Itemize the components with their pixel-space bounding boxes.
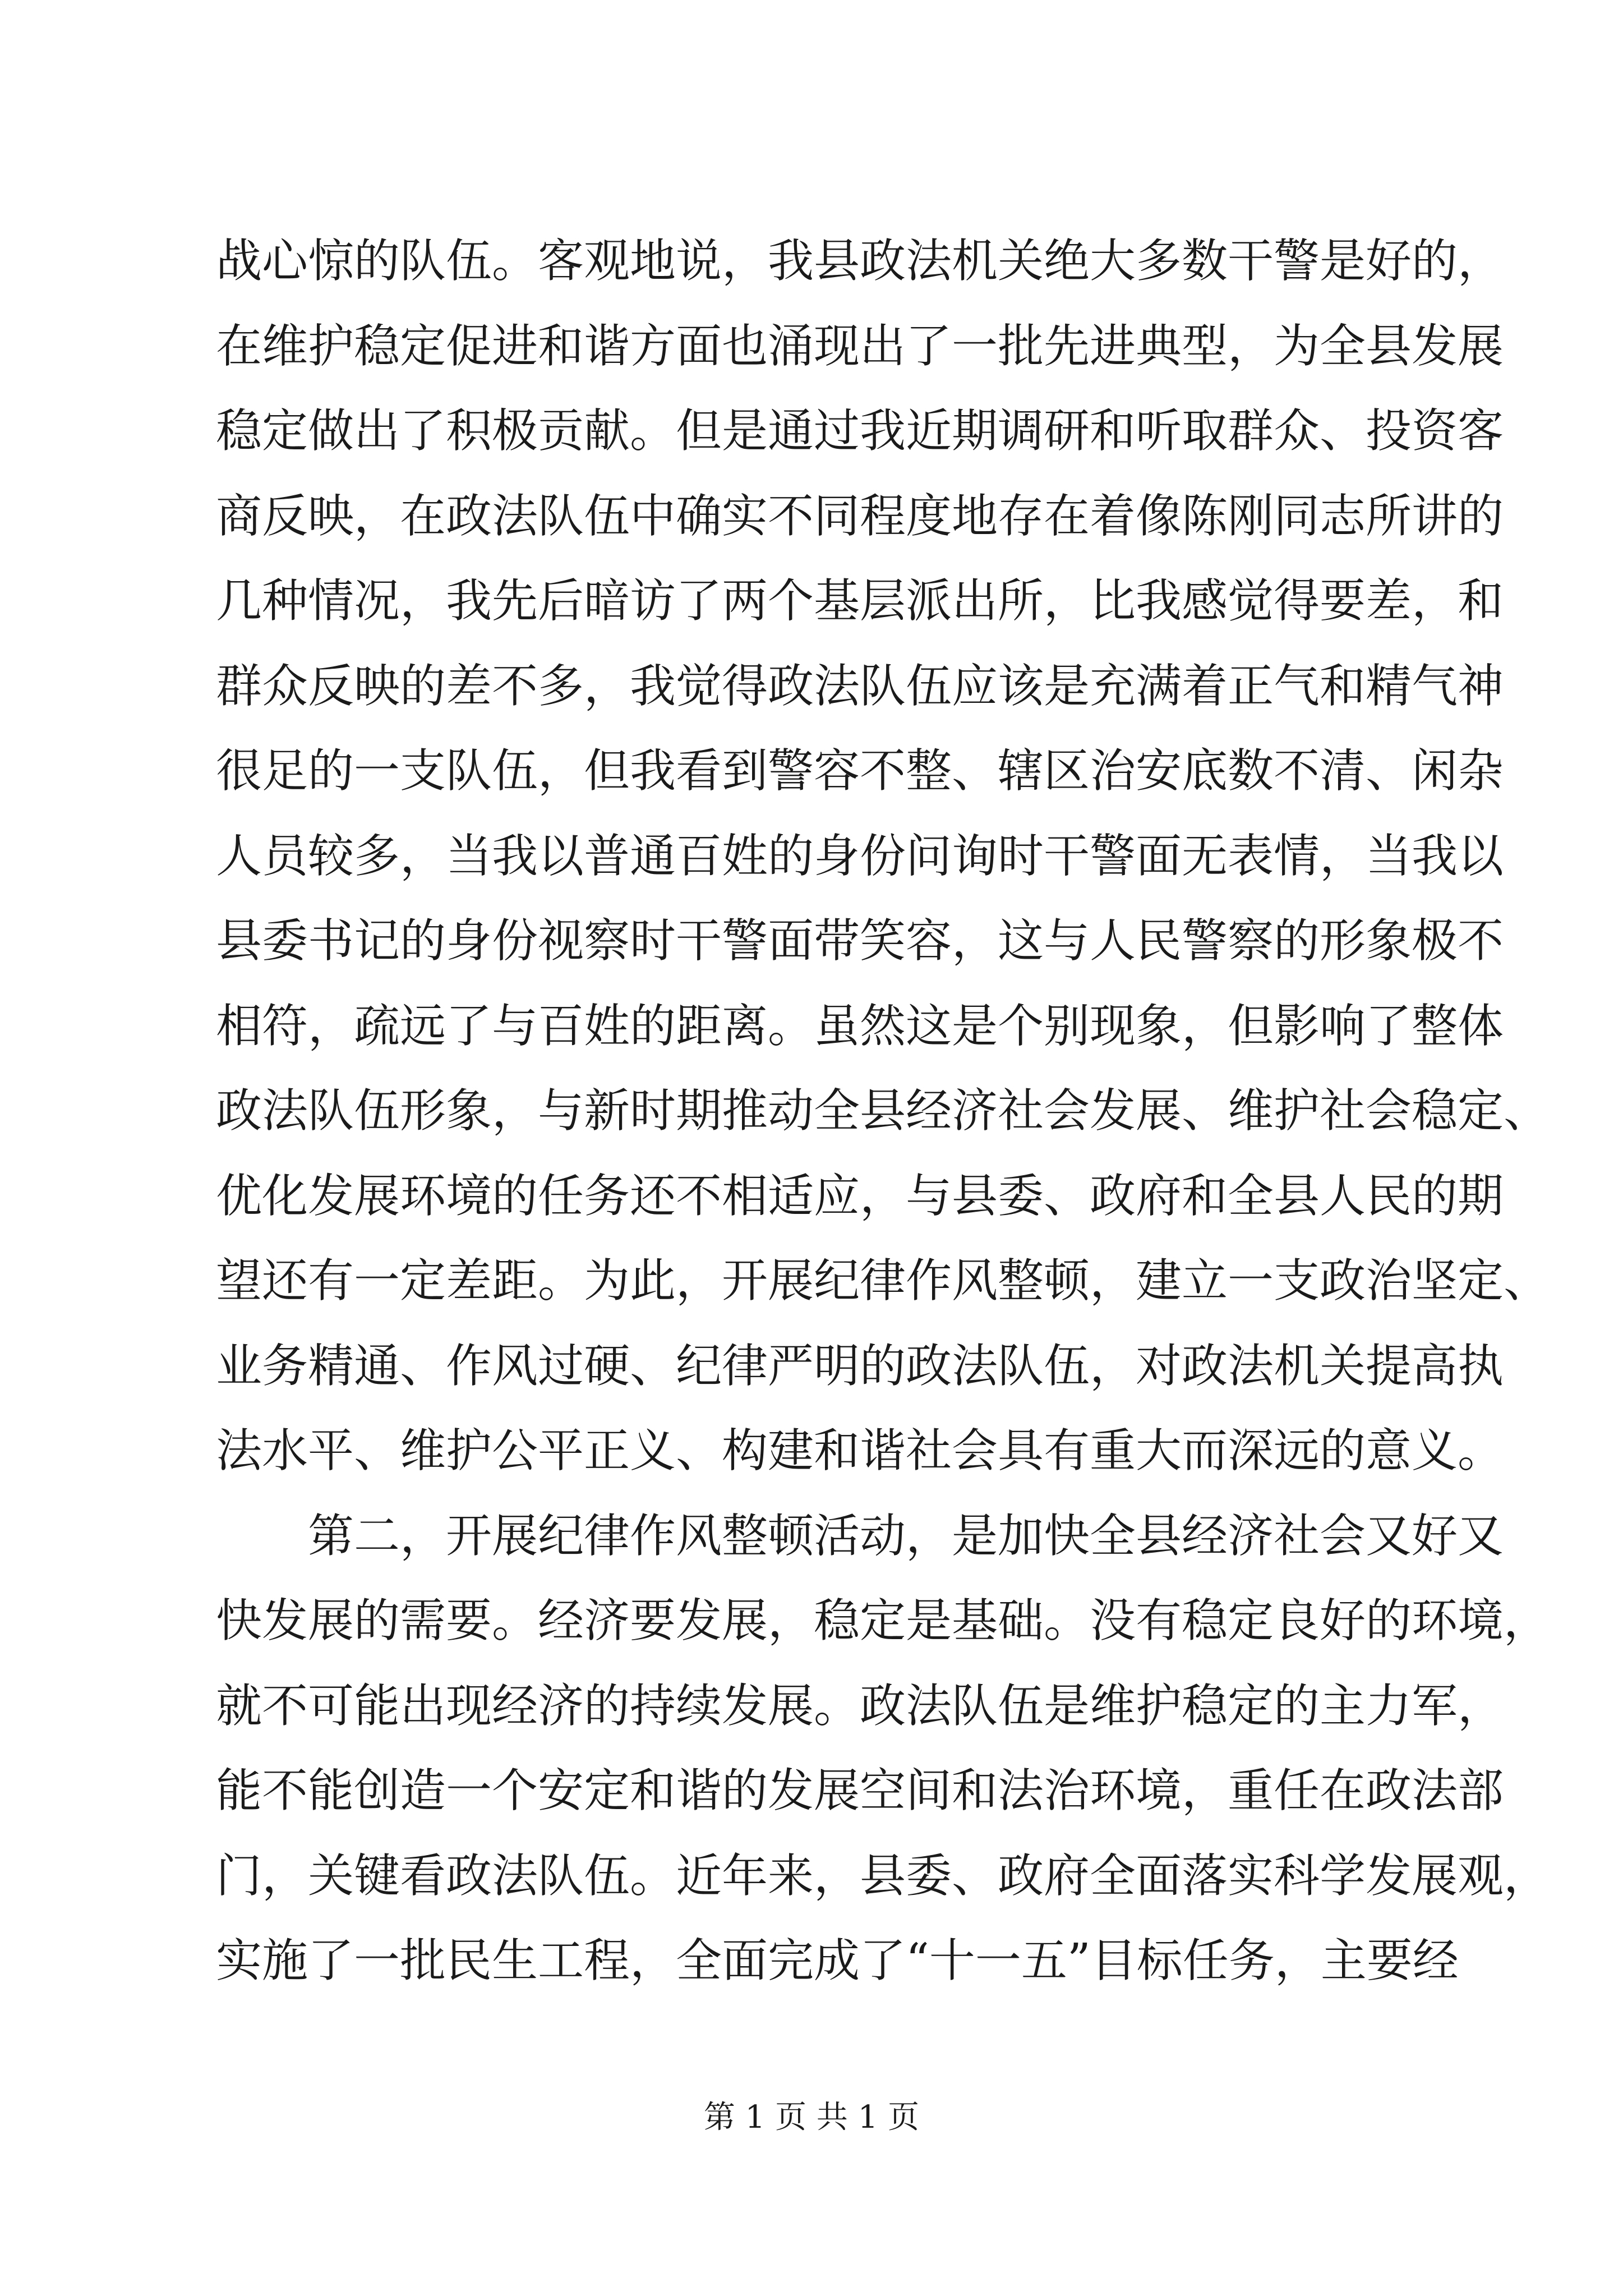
text-line: 很足的一支队伍，但我看到警容不整、辖区治安底数不清、闲杂 (216, 744, 1504, 798)
text-line: 稳定做出了积极贡献。但是通过我近期调研和听取群众、投资客 (216, 404, 1504, 458)
text-line: 在维护稳定促进和谐方面也涌现出了一批先进典型，为全县发展 (216, 319, 1504, 373)
text-line: 望还有一定差距。为此，开展纪律作风整顿，建立一支政治坚定、 (216, 1254, 1550, 1308)
text-line: 就不可能出现经济的持续发展。政法队伍是维护稳定的主力军， (216, 1679, 1504, 1733)
text-line: 门，关键看政法队伍。近年来，县委、政府全面落实科学发展观， (216, 1849, 1550, 1903)
paragraph-start-line: 第二，开展纪律作风整顿活动，是加快全县经济社会又好又 (216, 1509, 1504, 1563)
text-line: 群众反映的差不多，我觉得政法队伍应该是充满着正气和精气神 (216, 659, 1504, 713)
text-line: 政法队伍形象，与新时期推动全县经济社会发展、维护社会稳定、 (216, 1084, 1550, 1138)
text-line: 战心惊的队伍。客观地说，我县政法机关绝大多数干警是好的， (216, 234, 1504, 288)
page-number-footer: 第 1 页 共 1 页 (703, 2099, 920, 2136)
text-line: 能不能创造一个安定和谐的发展空间和法治环境，重任在政法部 (216, 1764, 1504, 1818)
text-line: 业务精通、作风过硬、纪律严明的政法队伍，对政法机关提高执 (216, 1339, 1504, 1393)
text-line: 相符，疏远了与百姓的距离。虽然这是个别现象，但影响了整体 (216, 999, 1504, 1053)
text-line: 商反映，在政法队伍中确实不同程度地存在着像陈刚同志所讲的 (216, 489, 1504, 543)
text-line: 实施了一批民生工程，全面完成了“十一五”目标任务，主要经 (216, 1934, 1459, 1987)
body-text (216, 219, 1550, 2004)
text-line: 优化发展环境的任务还不相适应，与县委、政府和全县人民的期 (216, 1169, 1504, 1223)
text-line: 几种情况，我先后暗访了两个基层派出所，比我感觉得要差，和 (216, 574, 1504, 628)
paragraph-end-line: 法水平、维护公平正义、构建和谐社会具有重大而深远的意义。 (216, 1424, 1504, 1478)
text-line: 人员较多，当我以普通百姓的身份问询时干警面无表情，当我以 (216, 829, 1504, 883)
text-line: 快发展的需要。经济要发展，稳定是基础。没有稳定良好的环境， (216, 1594, 1550, 1648)
text-line: 县委书记的身份视察时干警面带笑容，这与人民警察的形象极不 (216, 914, 1504, 968)
